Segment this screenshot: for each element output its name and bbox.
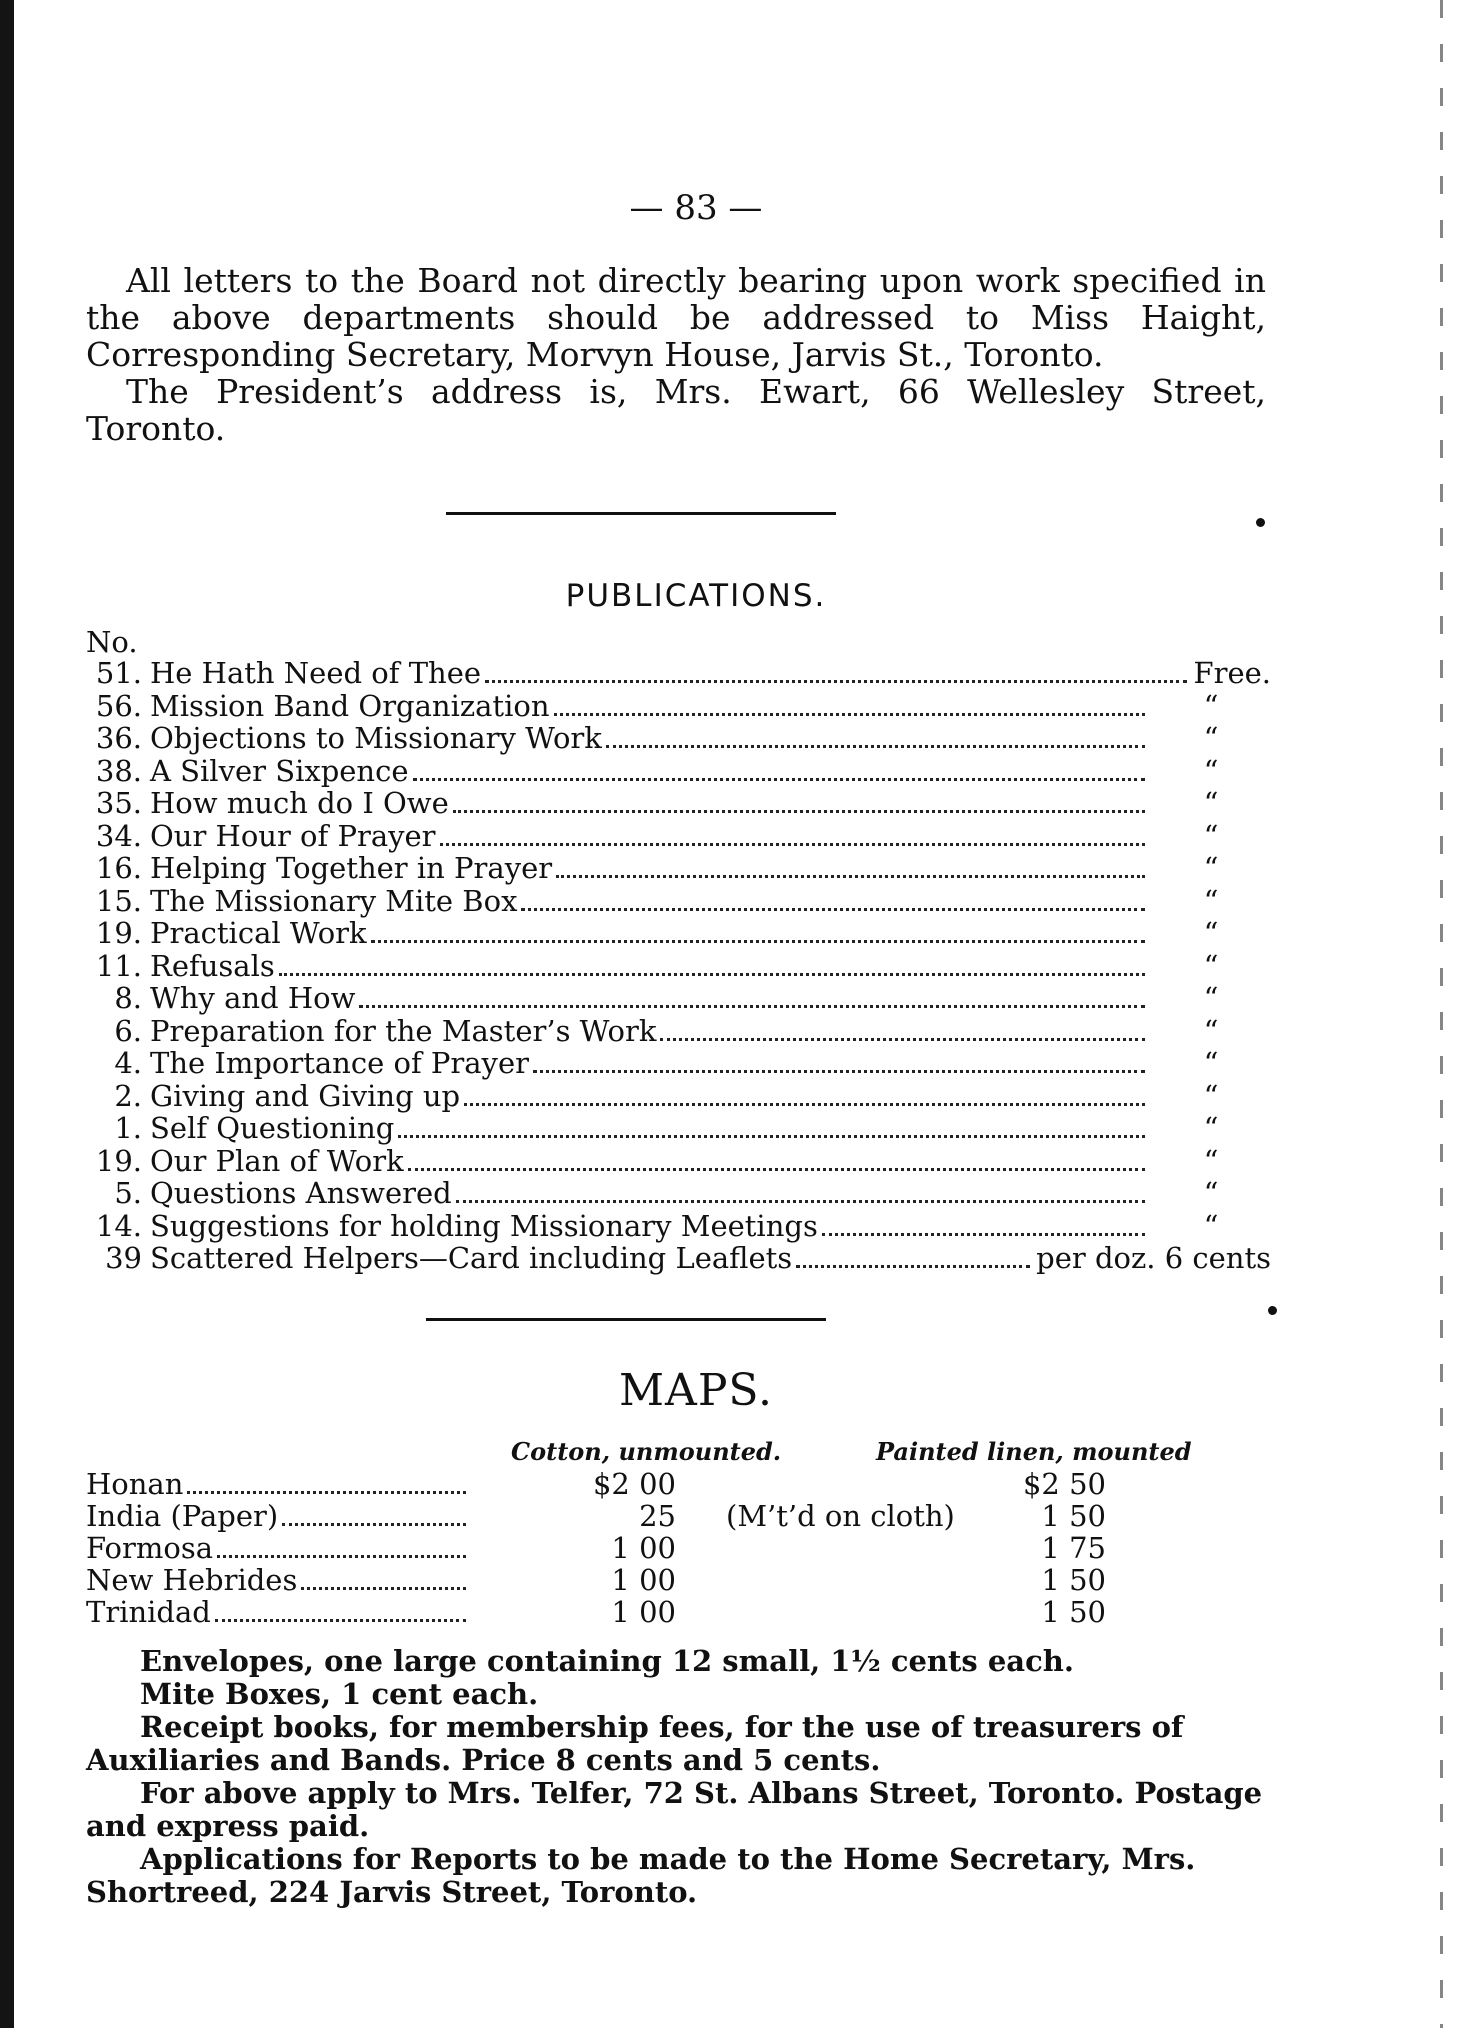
dot-leader	[440, 843, 1145, 846]
publication-row	[86, 1015, 1271, 1048]
publication-row	[86, 852, 1271, 885]
dot-leader	[187, 1491, 466, 1494]
dot-leader	[554, 713, 1145, 716]
publication-row	[86, 982, 1271, 1015]
dot-leader	[556, 875, 1145, 878]
publications-heading: PUBLICATIONS.	[565, 578, 827, 614]
publication-price: “	[1203, 916, 1219, 950]
publication-row	[86, 755, 1271, 788]
publication-number: 15.	[95, 883, 142, 918]
dot-leader	[822, 1233, 1145, 1236]
map-name-cell	[86, 1532, 466, 1565]
map-cotton-price: 25	[639, 1499, 676, 1533]
map-name: India (Paper)	[86, 1499, 279, 1533]
publication-title: Suggestions for holding Missionary Meetings	[150, 1208, 818, 1243]
number-column-label: No.	[86, 625, 138, 659]
publication-price: “	[1203, 1013, 1219, 1048]
map-row	[86, 1564, 1166, 1596]
map-linen-price: 1 75	[1041, 1531, 1106, 1565]
publication-price: per doz. 6 cents	[1036, 1241, 1271, 1275]
publication-number: 1.	[114, 1111, 142, 1145]
publication-price: “	[1203, 818, 1219, 853]
map-linen-price: 1 50	[1041, 1595, 1106, 1629]
publication-price: Free.	[1193, 656, 1271, 690]
publication-price: “	[1203, 851, 1219, 885]
map-linen-price: 1 50	[1041, 1499, 1106, 1533]
publication-title: Practical Work	[150, 916, 367, 950]
publication-number: 38.	[95, 753, 142, 788]
publication-price: “	[1203, 981, 1219, 1015]
publication-number: 51.	[95, 656, 142, 690]
map-row	[86, 1468, 1166, 1500]
publication-number: 5.	[114, 1176, 142, 1210]
dot-leader	[606, 745, 1145, 748]
note-mite-boxes: Mite Boxes, 1 cent each.	[140, 1677, 539, 1711]
publication-title: Questions Answered	[150, 1176, 452, 1210]
dot-leader	[413, 778, 1145, 781]
publication-title: A Silver Sixpence	[150, 753, 409, 788]
publication-number: 4.	[114, 1046, 142, 1080]
publication-row	[86, 1047, 1271, 1080]
publication-title: The Missionary Mite Box	[150, 883, 518, 918]
map-row	[86, 1596, 1166, 1628]
publication-number: 35.	[95, 786, 142, 820]
publication-row	[86, 917, 1271, 950]
publication-row	[86, 657, 1271, 690]
dot-leader	[796, 1265, 1030, 1268]
note-receipt-books: Receipt books, for membership fees, for the use of treasurers of Auxiliaries and Bands. Price 8 cents and 5 cents.	[86, 1710, 1184, 1777]
publication-number: 19.	[95, 1143, 142, 1178]
publication-row	[86, 1145, 1271, 1178]
dot-leader	[533, 1070, 1145, 1073]
map-name: New Hebrides	[86, 1563, 298, 1597]
publication-price: “	[1203, 1046, 1219, 1080]
publication-row	[86, 950, 1271, 983]
publication-row	[86, 722, 1271, 755]
map-name: Trinidad	[86, 1595, 211, 1629]
page-number: — 83 —	[629, 188, 763, 228]
maps-price-table	[86, 1468, 1166, 1628]
publication-price: “	[1203, 1111, 1219, 1145]
publication-title: Why and How	[150, 981, 356, 1015]
publication-title: Our Hour of Prayer	[150, 818, 436, 853]
dot-leader	[521, 908, 1145, 911]
dot-leader	[279, 973, 1145, 976]
scan-edge	[1440, 0, 1443, 2028]
dot-leader	[371, 940, 1145, 943]
publication-title: Preparation for the Master’s Work	[150, 1013, 657, 1048]
publication-number: 56.	[95, 688, 142, 723]
publication-number: 19.	[95, 916, 142, 950]
notes	[86, 1645, 1306, 1909]
map-cotton-price: 1 00	[611, 1531, 676, 1565]
dot-leader	[453, 810, 1145, 813]
dot-leader	[217, 1555, 466, 1558]
map-name: Formosa	[86, 1531, 213, 1565]
intro-paragraph-letters: All letters to the Board not directly bearing upon work specified in the above departments should be addressed to Miss Haight, Corresponding Secretary, Morvyn House, Jarvis St., Toronto.	[86, 261, 1266, 374]
publication-number: 16.	[95, 851, 142, 885]
publication-price: “	[1203, 1143, 1219, 1178]
linen-column-header: Painted linen, mounted	[876, 1437, 1192, 1466]
dot-leader	[464, 1103, 1145, 1106]
publication-number: 11.	[95, 948, 142, 983]
publication-price: “	[1203, 688, 1219, 723]
dot-leader	[359, 1005, 1145, 1008]
map-cotton-price: $2 00	[592, 1467, 676, 1501]
ink-dot	[1256, 518, 1265, 527]
publication-title: Helping Together in Prayer	[150, 851, 553, 885]
publication-price: “	[1203, 948, 1219, 983]
publications-list	[86, 657, 1271, 1275]
publication-row	[86, 1242, 1271, 1275]
publication-title: Scattered Helpers—Card including Leaflets	[150, 1241, 793, 1275]
map-name: Honan	[86, 1467, 184, 1501]
dot-leader	[408, 1168, 1145, 1171]
publication-price: “	[1203, 883, 1219, 918]
dot-leader	[215, 1619, 466, 1622]
publication-number: 34.	[95, 818, 142, 853]
section-rule	[426, 1318, 826, 1321]
publication-price: “	[1203, 1176, 1219, 1210]
publication-title: He Hath Need of Thee	[150, 656, 482, 690]
publication-row	[86, 1080, 1271, 1113]
map-cotton-price: 1 00	[611, 1563, 676, 1597]
section-rule	[446, 512, 836, 515]
publication-price: “	[1203, 721, 1219, 755]
publication-row	[86, 787, 1271, 820]
cotton-column-header: Cotton, unmounted.	[511, 1437, 782, 1466]
publication-title: Objections to Missionary Work	[150, 721, 602, 755]
note-reports: Applications for Reports to be made to the Home Secretary, Mrs. Shortreed, 224 Jarvis Street, Toronto.	[86, 1842, 1196, 1909]
publication-title: Refusals	[150, 948, 275, 983]
publication-row	[86, 1177, 1271, 1210]
ink-dot	[1268, 1306, 1277, 1315]
dot-leader	[398, 1135, 1145, 1138]
publication-row	[86, 1210, 1271, 1243]
publication-number: 39	[105, 1241, 142, 1275]
publication-title: Our Plan of Work	[150, 1143, 404, 1178]
map-name-cell	[86, 1564, 466, 1597]
map-cotton-price: 1 00	[611, 1595, 676, 1629]
map-linen-price: $2 50	[1022, 1467, 1106, 1501]
publication-number: 36.	[95, 721, 142, 755]
map-row	[86, 1500, 1166, 1532]
publication-title: How much do I Owe	[150, 786, 449, 820]
publication-row	[86, 690, 1271, 723]
intro-paragraph-president: The President’s address is, Mrs. Ewart, 66 Wellesley Street, Toronto.	[86, 372, 1266, 448]
dot-leader	[660, 1038, 1145, 1041]
publication-price: “	[1203, 1208, 1219, 1243]
dot-leader	[301, 1587, 466, 1590]
map-name-cell	[86, 1500, 466, 1533]
intro-text	[86, 262, 1266, 447]
map-linen-price: 1 50	[1041, 1563, 1106, 1597]
dot-leader	[456, 1200, 1145, 1203]
binding-edge	[0, 0, 14, 2028]
note-apply-address: For above apply to Mrs. Telfer, 72 St. Albans Street, Toronto. Postage and express paid.	[86, 1776, 1263, 1843]
map-note: (M’t’d on cloth)	[726, 1499, 955, 1533]
publication-number: 14.	[95, 1208, 142, 1243]
map-row	[86, 1532, 1166, 1564]
publication-price: “	[1203, 753, 1219, 788]
publication-row	[86, 820, 1271, 853]
map-name-cell	[86, 1596, 466, 1629]
dot-leader	[282, 1523, 466, 1526]
maps-heading: MAPS.	[619, 1365, 773, 1416]
note-envelopes: Envelopes, one large containing 12 small, 1½ cents each.	[140, 1644, 1074, 1678]
publication-title: The Importance of Prayer	[150, 1046, 529, 1080]
publication-number: 6.	[114, 1013, 142, 1048]
map-name-cell	[86, 1468, 466, 1501]
publication-price: “	[1203, 1078, 1219, 1113]
publication-row	[86, 1112, 1271, 1145]
publication-row	[86, 885, 1271, 918]
publication-title: Giving and Giving up	[150, 1078, 461, 1113]
publication-number: 8.	[114, 981, 142, 1015]
publication-number: 2.	[114, 1078, 142, 1113]
publication-title: Mission Band Organization	[150, 688, 550, 723]
publication-price: “	[1203, 786, 1219, 820]
dot-leader	[485, 680, 1187, 683]
publication-title: Self Questioning	[150, 1111, 395, 1145]
